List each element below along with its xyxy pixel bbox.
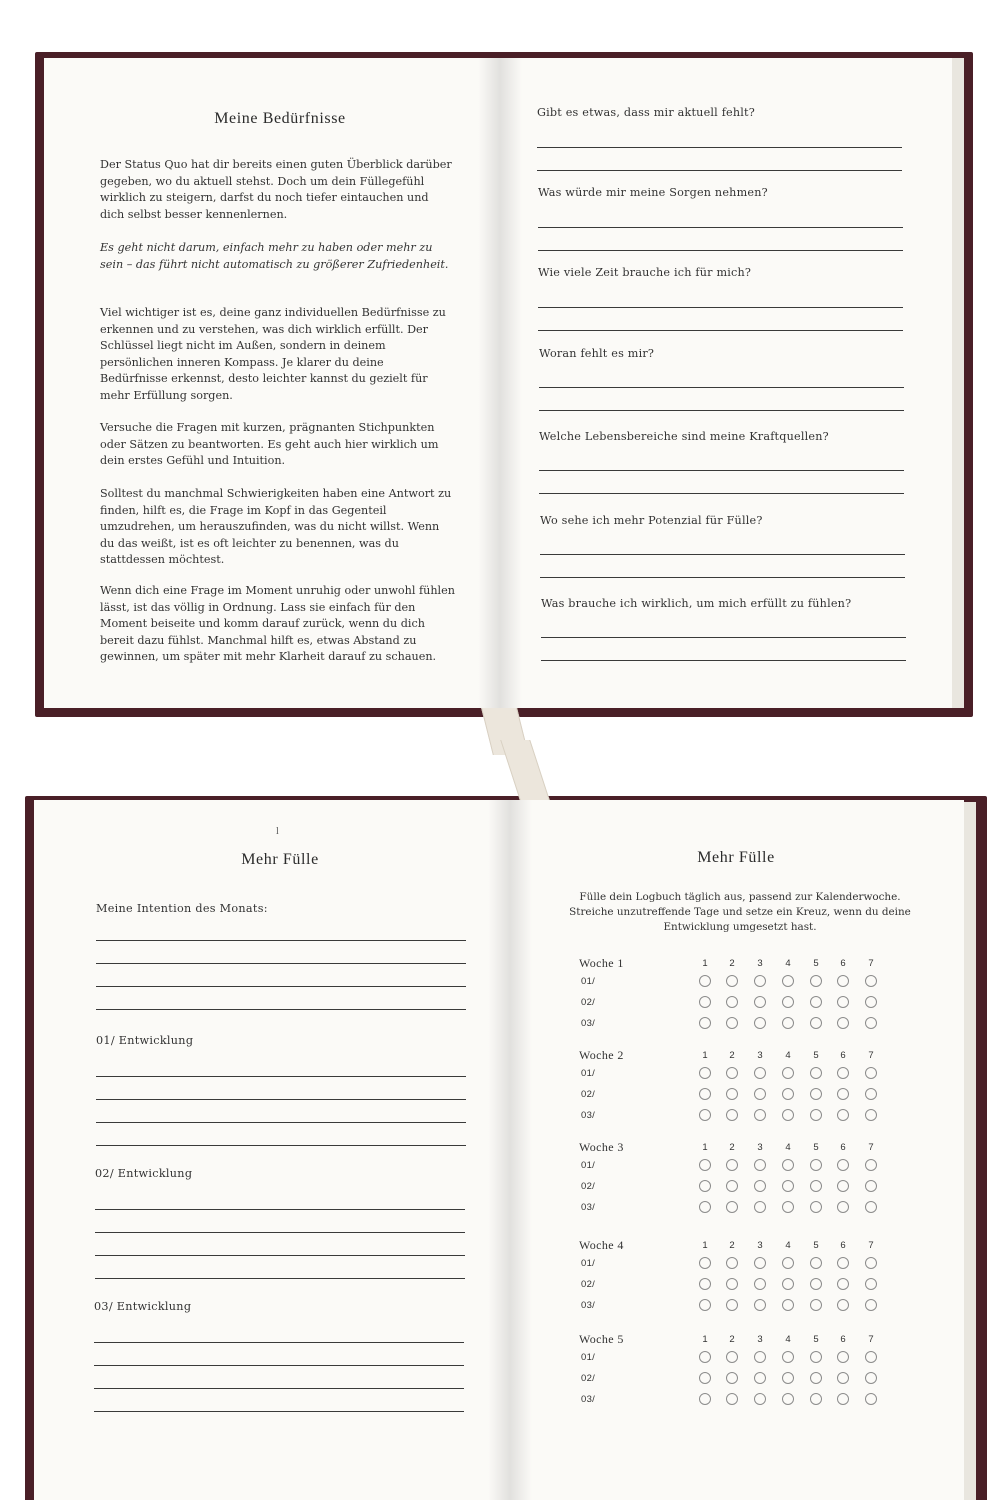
day-checkbox[interactable]	[837, 1278, 849, 1290]
row-label: 01/	[581, 1068, 596, 1079]
day-checkbox[interactable]	[782, 1109, 794, 1121]
day-number: 6	[840, 1142, 846, 1153]
day-checkbox[interactable]	[726, 975, 738, 987]
day-checkbox[interactable]	[865, 1257, 877, 1269]
day-checkbox[interactable]	[782, 1067, 794, 1079]
day-checkbox[interactable]	[726, 1109, 738, 1121]
day-checkbox[interactable]	[699, 1278, 711, 1290]
answer-line[interactable]	[96, 986, 466, 987]
day-checkbox[interactable]	[865, 996, 877, 1008]
day-checkbox[interactable]	[699, 1159, 711, 1171]
day-checkbox[interactable]	[837, 1159, 849, 1171]
day-checkbox[interactable]	[782, 1351, 794, 1363]
day-checkbox[interactable]	[810, 996, 822, 1008]
day-checkbox[interactable]	[782, 975, 794, 987]
day-number: 1	[702, 1334, 708, 1345]
paragraph: Viel wichtiger ist es, deine ganz individuellen Bedürfnisse zu erkennen und zu verstehen, was dich wirklich erfüllt. Der Schlüssel liegt nicht im Außen, sondern in deinem persönlichen inneren Kompass. Je klarer du deine Bedürfnisse erkennst, desto leichter kannst du gezielt für mehr Erfüllung sorgen.	[100, 306, 446, 402]
answer-line[interactable]	[537, 170, 902, 171]
answer-line[interactable]	[541, 637, 906, 638]
day-checkbox[interactable]	[810, 1299, 822, 1311]
day-checkbox[interactable]	[782, 1180, 794, 1192]
day-checkbox[interactable]	[699, 996, 711, 1008]
question: Gibt es etwas, dass mir aktuell fehlt?	[537, 106, 755, 119]
page-edges	[962, 802, 976, 1500]
week-label: Woche 1	[579, 956, 624, 970]
answer-line[interactable]	[96, 940, 466, 941]
section-label: 02/ Entwicklung	[95, 1167, 193, 1180]
day-checkbox[interactable]	[865, 1372, 877, 1384]
day-checkbox[interactable]	[699, 1299, 711, 1311]
day-checkbox[interactable]	[699, 1109, 711, 1121]
day-checkbox[interactable]	[782, 1372, 794, 1384]
day-checkbox[interactable]	[726, 1201, 738, 1213]
day-checkbox[interactable]	[754, 1109, 766, 1121]
intro-line: Fülle dein Logbuch täglich aus, passend zur Kalenderwoche.	[579, 891, 901, 903]
day-checkbox[interactable]	[837, 996, 849, 1008]
day-checkbox[interactable]	[726, 1393, 738, 1405]
row-label: 02/	[581, 1373, 596, 1384]
day-checkbox[interactable]	[837, 1180, 849, 1192]
day-checkbox[interactable]	[699, 1201, 711, 1213]
day-number: 7	[868, 1334, 874, 1345]
day-checkbox[interactable]	[782, 1201, 794, 1213]
day-checkbox[interactable]	[837, 1393, 849, 1405]
day-checkbox[interactable]	[810, 1278, 822, 1290]
row-label: 02/	[581, 997, 596, 1008]
day-checkbox[interactable]	[699, 1067, 711, 1079]
question: Wo sehe ich mehr Potenzial für Fülle?	[540, 514, 763, 527]
answer-line[interactable]	[96, 1122, 466, 1123]
answer-line[interactable]	[539, 387, 904, 388]
day-checkbox[interactable]	[699, 1088, 711, 1100]
day-checkbox[interactable]	[837, 1351, 849, 1363]
question: Woran fehlt es mir?	[539, 347, 655, 360]
day-number: 2	[729, 1334, 735, 1345]
day-checkbox[interactable]	[810, 975, 822, 987]
day-checkbox[interactable]	[726, 1067, 738, 1079]
day-number: 7	[868, 1050, 874, 1061]
page-edges	[950, 58, 964, 708]
day-number: 3	[757, 1050, 763, 1061]
day-checkbox[interactable]	[810, 1393, 822, 1405]
page-title: Mehr Fülle	[241, 851, 319, 868]
answer-line[interactable]	[95, 1255, 465, 1256]
day-number: 6	[840, 1334, 846, 1345]
answer-line[interactable]	[538, 227, 903, 228]
answer-line[interactable]	[94, 1365, 464, 1366]
day-checkbox[interactable]	[726, 1180, 738, 1192]
day-checkbox[interactable]	[726, 1159, 738, 1171]
day-checkbox[interactable]	[726, 1088, 738, 1100]
day-checkbox[interactable]	[810, 1257, 822, 1269]
paragraph: Wenn dich eine Frage im Moment unruhig oder unwohl fühlen lässt, ist das völlig in Ordnung. Lass sie einfach für den Moment beiseite und komm darauf zurück, wenn du dich bereit dazu fühlst. Manchmal hilft es, etwas Abstand zu gewinnen, um später mit mehr Klarheit darauf zu schauen.	[100, 584, 455, 664]
day-number: 4	[785, 1142, 791, 1153]
day-checkbox[interactable]	[865, 1278, 877, 1290]
day-number: 3	[757, 958, 763, 969]
day-number: 2	[729, 1050, 735, 1061]
day-checkbox[interactable]	[754, 1351, 766, 1363]
day-number: 7	[868, 1142, 874, 1153]
day-checkbox[interactable]	[865, 1017, 877, 1029]
day-number: 3	[757, 1142, 763, 1153]
day-checkbox[interactable]	[726, 996, 738, 1008]
day-checkbox[interactable]	[782, 1159, 794, 1171]
week-label: Woche 5	[579, 1332, 624, 1346]
question: Was brauche ich wirklich, um mich erfüllt zu fühlen?	[541, 597, 852, 610]
day-number: 6	[840, 1240, 846, 1251]
day-checkbox[interactable]	[810, 1351, 822, 1363]
day-checkbox[interactable]	[754, 1201, 766, 1213]
answer-line[interactable]	[96, 1076, 466, 1077]
day-number: 5	[813, 1142, 819, 1153]
row-label: 01/	[581, 1258, 596, 1269]
day-checkbox[interactable]	[865, 1351, 877, 1363]
answer-line[interactable]	[540, 554, 905, 555]
day-checkbox[interactable]	[810, 1180, 822, 1192]
day-checkbox[interactable]	[699, 1017, 711, 1029]
answer-line[interactable]	[96, 1009, 466, 1010]
page-title: Mehr Fülle	[697, 849, 775, 866]
row-label: 02/	[581, 1279, 596, 1290]
row-label: 03/	[581, 1202, 596, 1213]
page-title: Meine Bedürfnisse	[214, 110, 346, 127]
intro-line: Streiche unzutreffende Tage und setze ein Kreuz, wenn du deine	[569, 906, 911, 918]
row-label: 03/	[581, 1018, 596, 1029]
day-checkbox[interactable]	[754, 1257, 766, 1269]
day-checkbox[interactable]	[865, 1159, 877, 1171]
day-checkbox[interactable]	[754, 1393, 766, 1405]
answer-line[interactable]	[94, 1411, 464, 1412]
day-number: 1	[702, 1050, 708, 1061]
answer-line[interactable]	[95, 1278, 465, 1279]
day-checkbox[interactable]	[754, 1088, 766, 1100]
day-number: 3	[757, 1240, 763, 1251]
week-label: Woche 2	[579, 1048, 624, 1062]
day-checkbox[interactable]	[865, 1180, 877, 1192]
day-checkbox[interactable]	[754, 1067, 766, 1079]
answer-line[interactable]	[540, 577, 905, 578]
day-checkbox[interactable]	[754, 1372, 766, 1384]
row-label: 01/	[581, 976, 596, 987]
day-checkbox[interactable]	[726, 1299, 738, 1311]
day-checkbox[interactable]	[699, 1351, 711, 1363]
answer-line[interactable]	[95, 1232, 465, 1233]
row-label: 02/	[581, 1181, 596, 1192]
day-checkbox[interactable]	[810, 1109, 822, 1121]
paragraph: Solltest du manchmal Schwierigkeiten haben eine Antwort zu finden, hilft es, die Frage im Kopf in das Gegenteil umzudrehen, um herauszufinden, was du nicht willst. Wenn du das weißt, ist es oft leichter zu benennen, was du stattdessen möchtest.	[100, 487, 452, 567]
intro-line: Entwicklung umgesetzt hast.	[663, 921, 817, 933]
day-checkbox[interactable]	[699, 1180, 711, 1192]
day-number: 4	[785, 1240, 791, 1251]
day-checkbox[interactable]	[754, 1299, 766, 1311]
day-checkbox[interactable]	[782, 1088, 794, 1100]
day-checkbox[interactable]	[837, 1017, 849, 1029]
day-checkbox[interactable]	[754, 975, 766, 987]
day-checkbox[interactable]	[726, 1257, 738, 1269]
row-label: 03/	[581, 1110, 596, 1121]
paragraph: Versuche die Fragen mit kurzen, prägnanten Stichpunkten oder Sätzen zu beantworten. Es geht auch hier wirklich um dein erstes Gefühl und Intuition.	[100, 421, 439, 468]
day-checkbox[interactable]	[865, 1088, 877, 1100]
day-checkbox[interactable]	[865, 1109, 877, 1121]
answer-line[interactable]	[96, 963, 466, 964]
day-checkbox[interactable]	[810, 1159, 822, 1171]
section-label: 01/ Entwicklung	[96, 1034, 194, 1047]
row-label: 02/	[581, 1089, 596, 1100]
day-checkbox[interactable]	[837, 1372, 849, 1384]
day-number: 1	[702, 958, 708, 969]
day-checkbox[interactable]	[810, 1067, 822, 1079]
day-checkbox[interactable]	[865, 1299, 877, 1311]
day-number: 2	[729, 1142, 735, 1153]
day-number: 5	[813, 1050, 819, 1061]
intention-label: Meine Intention des Monats:	[96, 902, 268, 915]
answer-line[interactable]	[96, 1145, 466, 1146]
day-checkbox[interactable]	[726, 1372, 738, 1384]
answer-line[interactable]	[94, 1342, 464, 1343]
day-checkbox[interactable]	[726, 1017, 738, 1029]
day-number: 4	[785, 1334, 791, 1345]
day-number: 4	[785, 958, 791, 969]
notebook-spread-1	[0, 0, 1000, 740]
right-page	[500, 58, 952, 708]
day-number: 7	[868, 1240, 874, 1251]
answer-line[interactable]	[95, 1209, 465, 1210]
answer-line[interactable]	[539, 410, 904, 411]
page-mark: l	[276, 826, 279, 837]
question: Wie viele Zeit brauche ich für mich?	[538, 266, 752, 279]
day-number: 1	[702, 1240, 708, 1251]
day-checkbox[interactable]	[754, 1017, 766, 1029]
day-checkbox[interactable]	[699, 1393, 711, 1405]
day-checkbox[interactable]	[837, 1088, 849, 1100]
day-checkbox[interactable]	[782, 1299, 794, 1311]
day-checkbox[interactable]	[782, 1017, 794, 1029]
day-checkbox[interactable]	[726, 1278, 738, 1290]
row-label: 01/	[581, 1352, 596, 1363]
day-checkbox[interactable]	[782, 996, 794, 1008]
day-checkbox[interactable]	[837, 1067, 849, 1079]
day-checkbox[interactable]	[810, 1088, 822, 1100]
answer-line[interactable]	[94, 1388, 464, 1389]
section-label: 03/ Entwicklung	[94, 1300, 192, 1313]
day-checkbox[interactable]	[754, 996, 766, 1008]
day-checkbox[interactable]	[699, 1257, 711, 1269]
notebook-spread-2	[0, 740, 1000, 1500]
day-checkbox[interactable]	[837, 1299, 849, 1311]
day-checkbox[interactable]	[754, 1278, 766, 1290]
day-checkbox[interactable]	[810, 1372, 822, 1384]
day-checkbox[interactable]	[810, 1017, 822, 1029]
day-checkbox[interactable]	[699, 975, 711, 987]
paragraph-italic: Es geht nicht darum, einfach mehr zu haben oder mehr zu sein – das führt nicht automatisch zu größerer Zufriedenheit.	[100, 241, 449, 271]
answer-line[interactable]	[538, 330, 903, 331]
answer-line[interactable]	[96, 1099, 466, 1100]
day-checkbox[interactable]	[865, 1201, 877, 1213]
day-checkbox[interactable]	[699, 1372, 711, 1384]
answer-line[interactable]	[538, 250, 903, 251]
day-number: 4	[785, 1050, 791, 1061]
bookmark-ribbon	[500, 740, 549, 800]
day-checkbox[interactable]	[837, 1109, 849, 1121]
day-checkbox[interactable]	[782, 1278, 794, 1290]
answer-line[interactable]	[538, 307, 903, 308]
day-checkbox[interactable]	[754, 1159, 766, 1171]
question: Was würde mir meine Sorgen nehmen?	[538, 186, 768, 199]
row-label: 03/	[581, 1300, 596, 1311]
day-number: 6	[840, 958, 846, 969]
day-checkbox[interactable]	[782, 1393, 794, 1405]
question: Welche Lebensbereiche sind meine Kraftquellen?	[539, 430, 829, 443]
day-checkbox[interactable]	[782, 1257, 794, 1269]
day-number: 2	[729, 1240, 735, 1251]
day-checkbox[interactable]	[837, 975, 849, 987]
day-number: 7	[868, 958, 874, 969]
day-number: 5	[813, 1240, 819, 1251]
week-label: Woche 4	[579, 1238, 624, 1252]
day-checkbox[interactable]	[726, 1351, 738, 1363]
row-label: 03/	[581, 1394, 596, 1405]
day-checkbox[interactable]	[810, 1201, 822, 1213]
day-checkbox[interactable]	[837, 1201, 849, 1213]
day-checkbox[interactable]	[754, 1180, 766, 1192]
day-checkbox[interactable]	[865, 975, 877, 987]
day-checkbox[interactable]	[865, 1067, 877, 1079]
week-label: Woche 3	[579, 1140, 624, 1154]
day-number: 3	[757, 1334, 763, 1345]
day-number: 1	[702, 1142, 708, 1153]
day-number: 5	[813, 958, 819, 969]
answer-line[interactable]	[541, 660, 906, 661]
answer-line[interactable]	[539, 470, 904, 471]
answer-line[interactable]	[537, 147, 902, 148]
day-checkbox[interactable]	[865, 1393, 877, 1405]
day-number: 5	[813, 1334, 819, 1345]
paragraph: Der Status Quo hat dir bereits einen guten Überblick darüber gegeben, wo du aktuell stehst. Doch um dein Füllegefühl wirklich zu steigern, darfst du noch tiefer eintauchen und dich selbst besser kennenlernen.	[100, 158, 452, 221]
row-label: 01/	[581, 1160, 596, 1171]
answer-line[interactable]	[539, 493, 904, 494]
day-checkbox[interactable]	[837, 1257, 849, 1269]
day-number: 6	[840, 1050, 846, 1061]
day-number: 2	[729, 958, 735, 969]
